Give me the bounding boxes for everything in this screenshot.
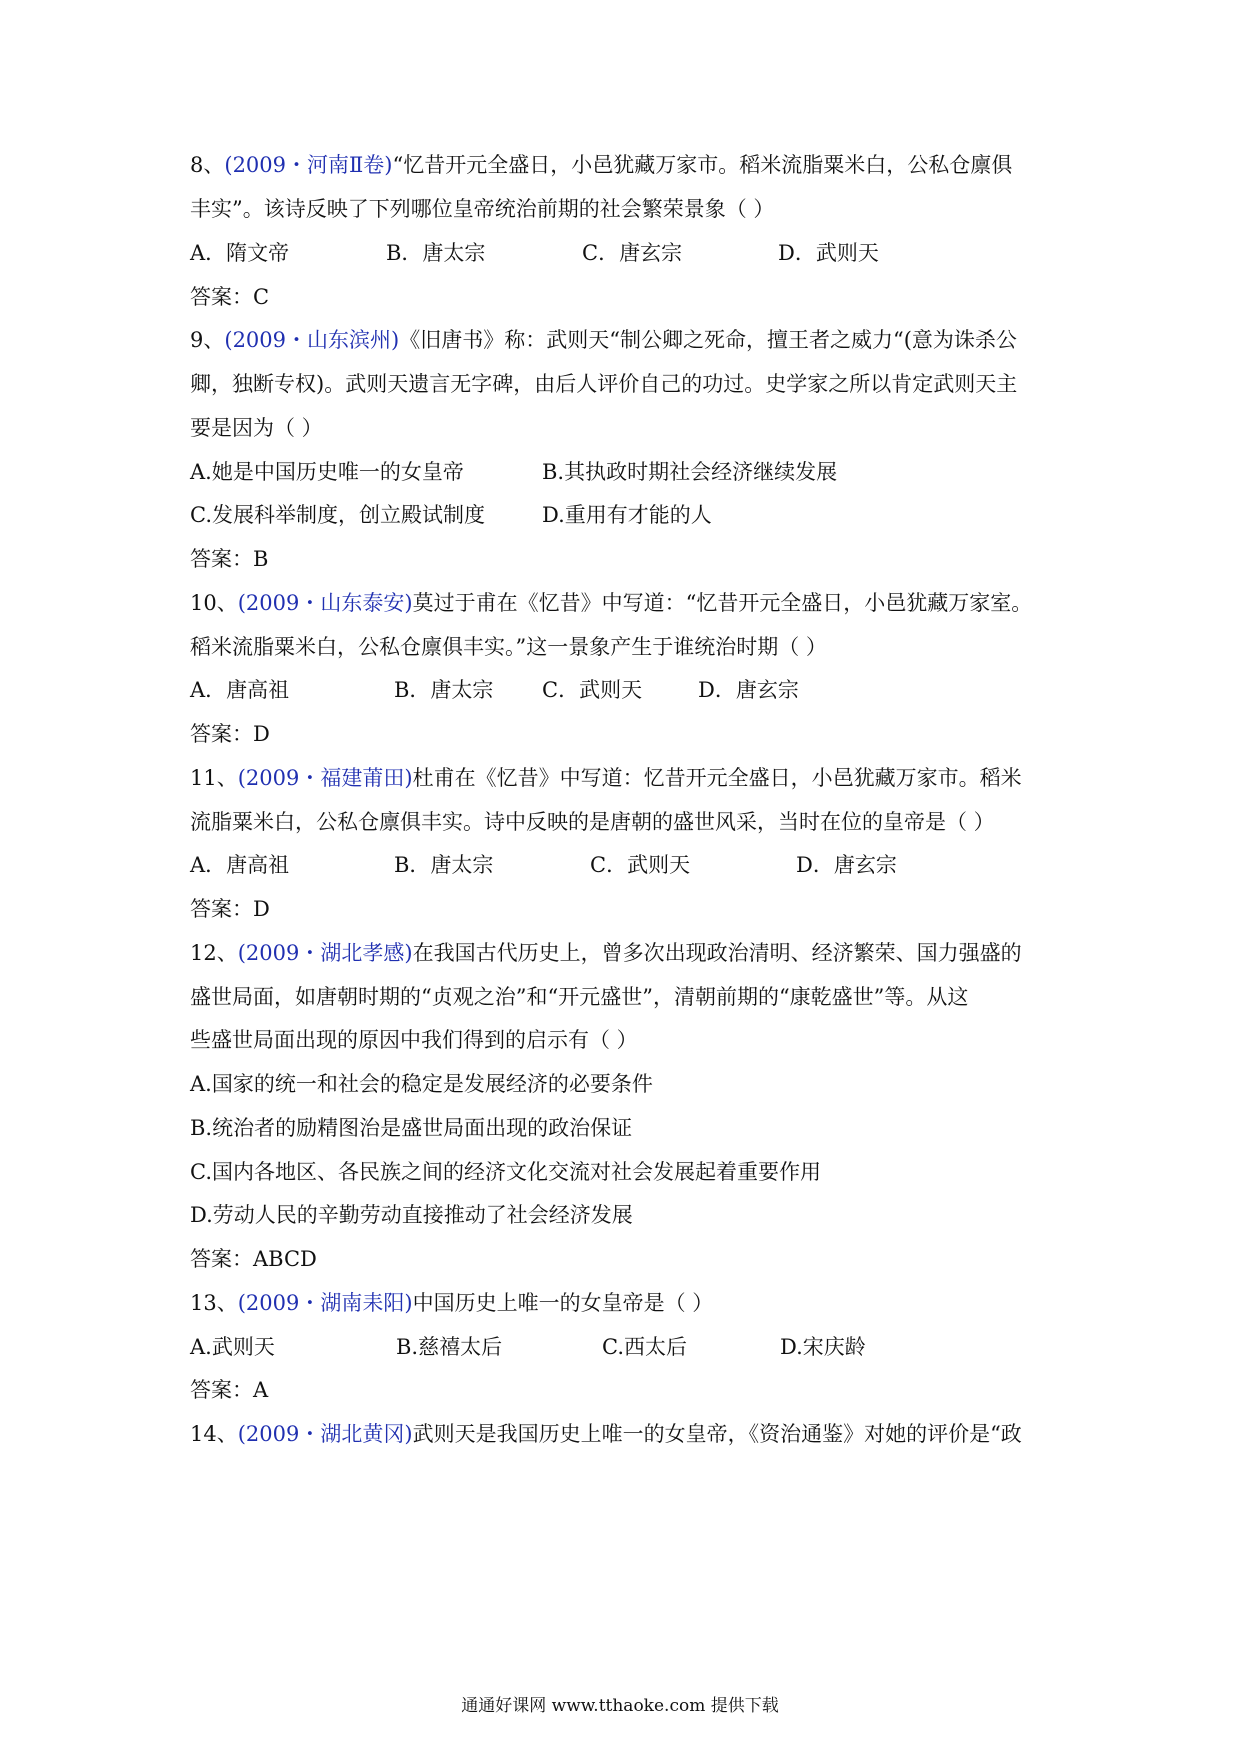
question-stem: 《旧唐书》称：武则天“制公卿之死命，擅王者之威力“(意为诛杀公 <box>399 328 1017 352</box>
question-12-line-2: 盛世局面，如唐朝时期的“贞观之治”和“开元盛世”，清朝前期的“康乾盛世”等。从这 <box>190 985 969 1009</box>
question-13-line-1 <box>190 1288 713 1318</box>
page-footer: 通通好课网 www.tthaoke.com 提供下载 <box>461 1696 779 1716</box>
question-stem: 武则天是我国历史上唯一的女皇帝，《资治通鉴》对她的评价是“政 <box>412 1422 1022 1446</box>
question-11-line-2: 流脂粟米白，公私仓廪俱丰实。诗中反映的是唐朝的盛世风采，当时在位的皇帝是（ ） <box>190 810 995 834</box>
option-a: A．隋文帝 <box>190 241 290 265</box>
question-source: (2009・湖北孝感) <box>237 941 413 965</box>
option-c: C．唐玄宗 <box>582 241 683 265</box>
question-source: (2009・湖北黄冈) <box>237 1422 413 1446</box>
question-number: 10、 <box>190 591 238 615</box>
question-stem: 莫过于甫在《忆昔》中写道：“忆昔开元全盛日，小邑犹藏万家室。 <box>412 591 1033 615</box>
option-a: A.她是中国历史唯一的女皇帝 <box>190 460 464 484</box>
question-number: 13、 <box>190 1291 238 1315</box>
question-12-line-3: 些盛世局面出现的原因中我们得到的启示有（ ） <box>190 1028 638 1052</box>
option-c: C.西太后 <box>602 1335 687 1359</box>
question-number: 14、 <box>190 1422 238 1446</box>
option-d: D．武则天 <box>778 241 879 265</box>
option-d: D．唐玄宗 <box>698 678 799 702</box>
option-a: A．唐高祖 <box>190 678 290 702</box>
question-number: 9、 <box>190 328 225 352</box>
question-8-line-1 <box>190 150 1012 180</box>
option-c: C．武则天 <box>590 853 691 877</box>
question-12-answer: 答案：ABCD <box>190 1247 317 1271</box>
option-b: B．唐太宗 <box>394 678 494 702</box>
question-source: (2009・福建莆田) <box>237 766 413 790</box>
question-stem: 中国历史上唯一的女皇帝是（ ） <box>412 1291 714 1315</box>
question-source: (2009・河南Ⅱ卷) <box>224 153 393 177</box>
option-c: C.发展科举制度，创立殿试制度 <box>190 503 485 527</box>
option-d: D．唐玄宗 <box>796 853 897 877</box>
question-9-line-2: 卿，独断专权)。武则天遗言无字碑，由后人评价自己的功过。史学家之所以肯定武则天主 <box>190 372 1018 396</box>
question-13-answer: 答案：A <box>190 1378 269 1402</box>
question-number: 11、 <box>190 766 238 790</box>
option-b: B．唐太宗 <box>386 241 486 265</box>
question-9-line-1 <box>190 325 1017 355</box>
option-d: D.重用有才能的人 <box>542 503 712 527</box>
question-12-line-1 <box>190 938 1022 968</box>
question-11-line-1 <box>190 763 1022 793</box>
question-source: (2009・湖南耒阳) <box>237 1291 413 1315</box>
question-10-line-1 <box>190 588 1032 618</box>
option-a: A．唐高祖 <box>190 853 290 877</box>
question-14-line-1 <box>190 1419 1022 1449</box>
option-b: B.其执政时期社会经济继续发展 <box>542 460 838 484</box>
question-source: (2009・山东滨州) <box>224 328 400 352</box>
option-c: C.国内各地区、各民族之间的经济文化交流对社会发展起着重要作用 <box>190 1160 821 1184</box>
option-a: A.国家的统一和社会的稳定是发展经济的必要条件 <box>190 1072 653 1096</box>
question-10-answer: 答案：D <box>190 722 270 746</box>
option-c: C．武则天 <box>542 678 643 702</box>
option-d: D.宋庆龄 <box>780 1335 866 1359</box>
question-9-line-3: 要是因为（ ） <box>190 416 323 440</box>
question-8-line-2: 丰实”。该诗反映了下列哪位皇帝统治前期的社会繁荣景象（ ） <box>190 197 775 221</box>
question-source: (2009・山东泰安) <box>237 591 413 615</box>
question-number: 12、 <box>190 941 238 965</box>
option-a: A.武则天 <box>190 1335 275 1359</box>
question-9-answer: 答案：B <box>190 547 269 571</box>
question-number: 8、 <box>190 153 225 177</box>
question-11-answer: 答案：D <box>190 897 270 921</box>
question-stem: 在我国古代历史上，曾多次出现政治清明、经济繁荣、国力强盛的 <box>412 941 1022 965</box>
option-b: B.慈禧太后 <box>396 1335 503 1359</box>
option-d: D.劳动人民的辛勤劳动直接推动了社会经济发展 <box>190 1203 633 1227</box>
question-10-line-2: 稻米流脂粟米白，公私仓廪俱丰实。”这一景象产生于谁统治时期（ ） <box>190 635 827 659</box>
question-stem: “忆昔开元全盛日，小邑犹藏万家市。稻米流脂粟米白，公私仓廪俱 <box>392 153 1013 177</box>
option-b: B．唐太宗 <box>394 853 494 877</box>
question-8-answer: 答案：C <box>190 285 270 309</box>
option-b: B.统治者的励精图治是盛世局面出现的政治保证 <box>190 1116 633 1140</box>
question-stem: 杜甫在《忆昔》中写道：忆昔开元全盛日，小邑犹藏万家市。稻米 <box>412 766 1022 790</box>
